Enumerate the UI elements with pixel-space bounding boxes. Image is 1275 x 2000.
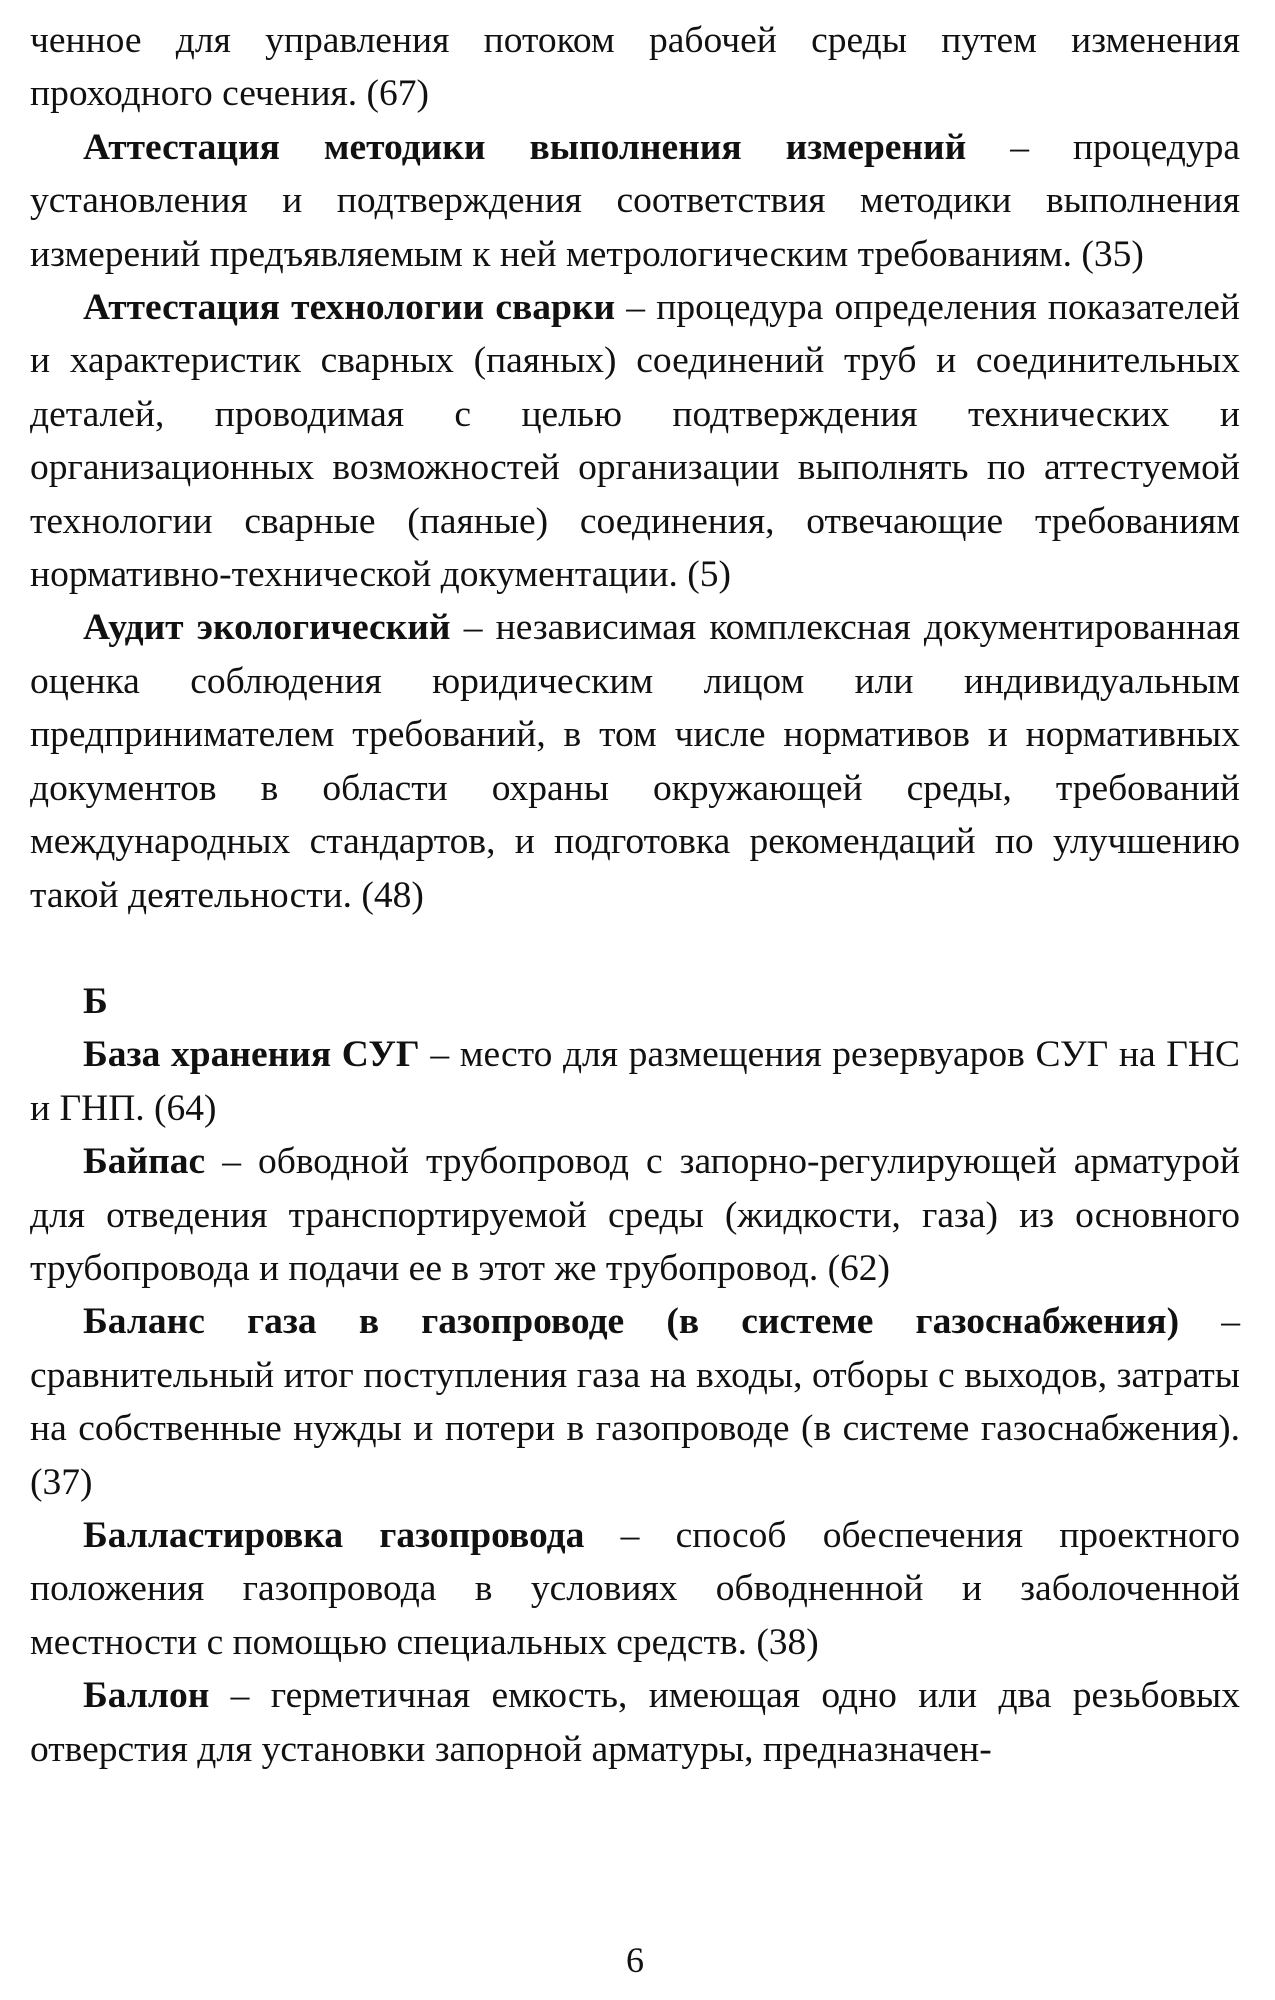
entry-term: Аудит экологический	[83, 607, 451, 649]
entry-definition: – сравнительный итог поступления газа на входы, отборы с выходов, затраты на собственные нужды и потери в газопроводе (в системе газоснабжения). (37)	[30, 1301, 1241, 1503]
section-spacer	[30, 922, 1240, 975]
entry-term: Баланс газа в газопроводе (в системе газоснабжения)	[83, 1301, 1180, 1343]
continuation-paragraph: ченное для управления потоком рабочей среды путем изменения проходного сечения. (67)	[30, 20, 1240, 115]
glossary-text	[30, 14, 1240, 1776]
glossary-entry	[30, 601, 1240, 921]
glossary-entry	[30, 1028, 1240, 1135]
entry-definition: – независимая комплексная документированная оценка соблюдения юридическим лицом или индивидуальным предпринимателем требований, в том числе нормативов и нормативных документов в области охраны окружающей среды, требований международных стандартов, и подготовка рекомендаций по улучшению такой деятельности. (48)	[30, 607, 1240, 916]
entry-definition: – процедура установления и подтверждения соответствия методики выполнения измерений предъявляемым к ней метрологическим требованиям. (35)	[30, 126, 1240, 275]
glossary-entry	[30, 1509, 1240, 1669]
page-number: 6	[626, 1940, 644, 1980]
entry-definition: – место для размещения резервуаров СУГ на ГНС и ГНП. (64)	[30, 1034, 1240, 1129]
glossary-entry	[30, 1295, 1240, 1509]
entry-term: Балластировка газопровода	[83, 1514, 585, 1556]
entry-definition: – обводной трубопровод с запорно-регулирующей арматурой для отведения транспортируемой среды (жидкости, газа) из основного трубопровода и подачи ее в этот же трубопровод. (62)	[30, 1141, 1240, 1289]
section-letter-heading: Б	[83, 980, 108, 1022]
glossary-entry	[30, 1669, 1240, 1776]
glossary-entry	[30, 1135, 1240, 1295]
entry-definition: – процедура определения показателей и характеристик сварных (паяных) соединений труб и соединительных деталей, проводимая с целью подтверждения технических и организационных возможностей организации выполнять по аттестуемой технологии сварные (паяные) соединения, отвечающие требованиям нормативно-технической документации. (5)	[30, 287, 1240, 596]
entry-term: Аттестация технологии сварки	[83, 287, 616, 329]
entry-term: База хранения СУГ	[83, 1034, 420, 1076]
entry-term: Байпас	[83, 1141, 206, 1183]
entry-definition: – способ обеспечения проектного положения газопровода в условиях обводненной и заболоченной местности с помощью специальных средств. (38)	[30, 1514, 1240, 1663]
document-page	[30, 0, 1240, 2000]
entry-term: Аттестация методики выполнения измерений	[83, 126, 967, 168]
entry-definition: – герметичная емкость, имеющая одно или два резьбовых отверстия для установки запорной арматуры, предназначен-	[30, 1675, 1240, 1770]
entry-term: Баллон	[83, 1675, 210, 1717]
glossary-entry	[30, 121, 1240, 281]
glossary-entry	[30, 281, 1240, 601]
